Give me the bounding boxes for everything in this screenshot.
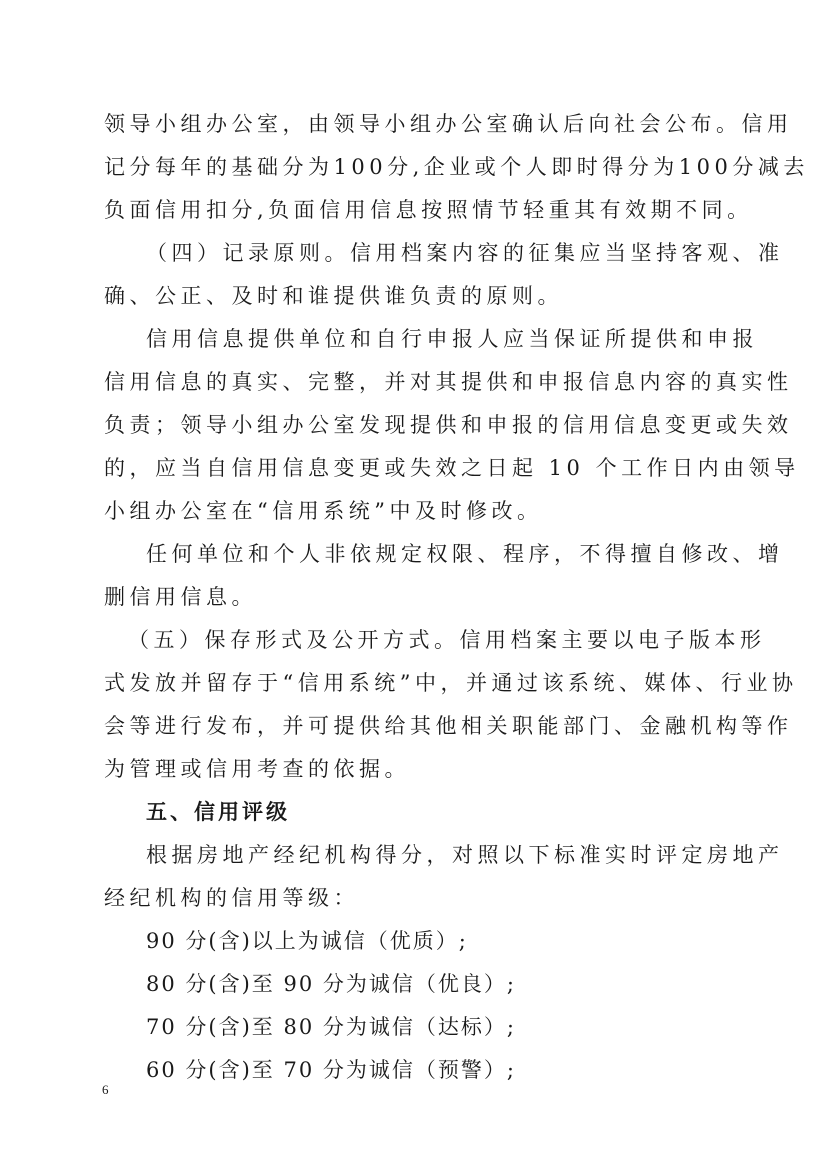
paragraph-line: 负面信用扣分,负面信用信息按照情节轻重其有效期不同。 — [104, 198, 753, 222]
section-item-five: （五）保存形式及公开方式。信用档案主要以电子版本形 — [128, 628, 766, 652]
section-item-four: （四）记录原则。信用档案内容的征集应当坚持客观、准 — [146, 241, 784, 265]
rating-item: 80 分(含)至 90 分为诚信（优良）; — [146, 972, 516, 996]
paragraph-line: 式发放并留存于“信用系统”中，并通过该系统、媒体、行业协 — [104, 671, 798, 695]
paragraph-line: 记分每年的基础分为100分,企业或个人即时得分为100分减去 — [104, 155, 809, 179]
section-heading: 五、信用评级 — [146, 800, 290, 824]
rating-item: 90 分(含)以上为诚信（优质）; — [146, 929, 468, 953]
paragraph-line: 负责；领导小组办公室发现提供和申报的信用信息变更或失效 — [104, 413, 793, 437]
paragraph-line: 信用信息的真实、完整，并对其提供和申报信息内容的真实性 — [104, 370, 793, 394]
rating-item: 60 分(含)至 70 分为诚信（预警）; — [146, 1058, 516, 1082]
paragraph-line: 经纪机构的信用等级： — [104, 886, 359, 910]
rating-item: 70 分(含)至 80 分为诚信（达标）; — [146, 1015, 516, 1039]
paragraph-line: 任何单位和个人非依规定权限、程序，不得擅自修改、增 — [146, 542, 784, 566]
paragraph-line: 的，应当自信用信息变更或失效之日起 10 个工作日内由领导 — [104, 456, 800, 480]
paragraph-line: 领导小组办公室，由领导小组办公室确认后向社会公布。信用 — [104, 112, 793, 136]
paragraph-line: 信用信息提供单位和自行申报人应当保证所提供和申报 — [146, 327, 758, 351]
paragraph-line: 确、公正、及时和谁提供谁负责的原则。 — [104, 284, 563, 308]
paragraph-line: 会等进行发布，并可提供给其他相关职能部门、金融机构等作 — [104, 714, 793, 738]
paragraph-line: 小组办公室在“信用系统”中及时修改。 — [104, 499, 543, 523]
paragraph-line: 删信用信息。 — [104, 585, 257, 609]
paragraph-line: 根据房地产经纪机构得分，对照以下标准实时评定房地产 — [146, 843, 784, 867]
page-number: 6 — [102, 1082, 109, 1097]
paragraph-line: 为管理或信用考查的依据。 — [104, 757, 410, 781]
